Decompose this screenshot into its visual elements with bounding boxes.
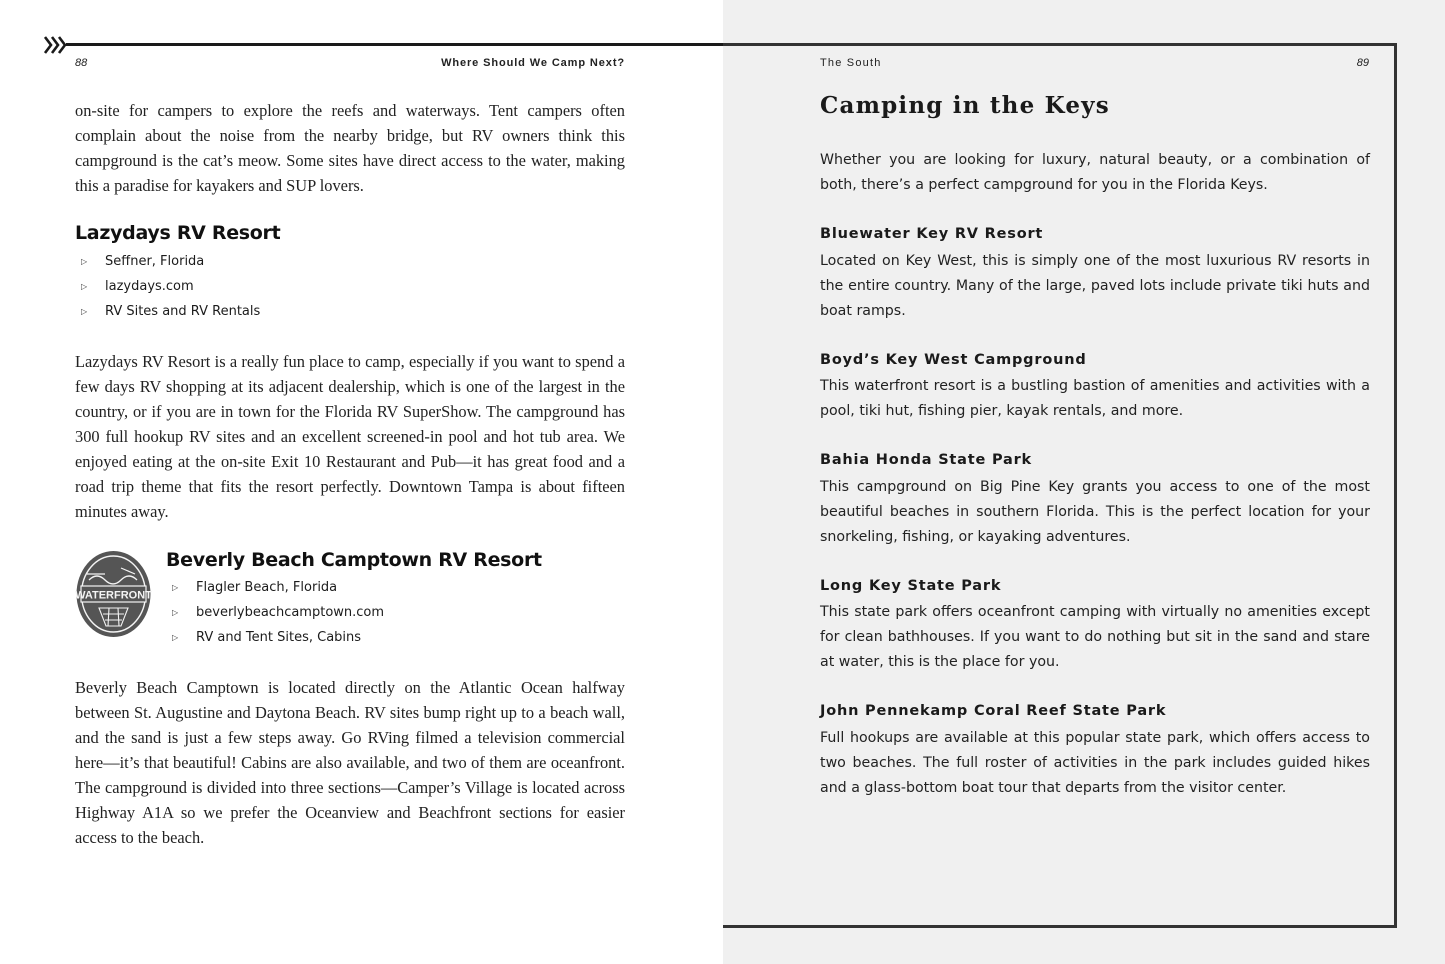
entry-title-beverly-beach: Beverly Beach Camptown RV Resort (166, 549, 542, 571)
detail-website (75, 274, 260, 299)
triangle-bullet-icon: ▷ (81, 307, 88, 316)
waterfront-badge-icon (75, 550, 152, 638)
item-text: This campground on Big Pine Key grants you access to one of the most beautiful beaches in southern Florida. This is the perfect location for your snorkeling, fishing, or kayaking adventures. (820, 479, 1370, 545)
triangle-bullet-icon: ▷ (81, 257, 88, 266)
item-title: Long Key State Park (820, 578, 1002, 594)
item-title: John Pennekamp Coral Reef State Park (820, 703, 1167, 719)
page-title: Camping in the Keys (820, 92, 1110, 119)
detail-text: RV Sites and RV Rentals (105, 304, 261, 319)
detail-text: Seffner, Florida (105, 254, 205, 269)
keys-intro: Whether you are looking for luxury, natural beauty, or a combination of both, there’s a perfect campground for you in the Florida Keys. (820, 152, 1370, 193)
triangle-bullet-icon: ▷ (172, 633, 179, 642)
item-title: Bluewater Key RV Resort (820, 226, 1044, 242)
detail-sites (166, 625, 384, 650)
entry-title-lazydays: Lazydays RV Resort (75, 222, 281, 244)
description-beverly-beach: Beverly Beach Camptown is located directly on the Atlantic Ocean halfway between St. Augustine and Daytona Beach. RV sites bump right up to a beach wall, and the sand is just a few steps away. Go RVing filmed a television commercial here—it’s that beautiful! Cabins are also available, and two of them are oceanfront. The campground is divided into three sections—Camper’s Village is located across Highway A1A so we prefer the Oceanview and Beachfront sections for easier access to the beach. (75, 678, 625, 847)
running-head-right: The South (820, 57, 882, 69)
detail-sites (75, 299, 260, 324)
item-text: Full hookups are available at this popular state park, which offers access to two beaches. The full roster of activities in the park includes guided hikes and a glass-bottom boat tour that departs from the visitor center. (820, 730, 1370, 796)
running-head-left: Where Should We Camp Next? (441, 57, 625, 69)
svg-text:WATERFRONT: WATERFRONT (75, 589, 152, 602)
detail-location (166, 575, 384, 600)
triangle-bullet-icon: ▷ (172, 608, 179, 617)
detail-text: beverlybeachcamptown.com (196, 605, 385, 620)
detail-website (166, 600, 384, 625)
item-text: This waterfront resort is a bustling bastion of amenities and activities with a pool, tiki hut, fishing pier, kayak rentals, and more. (820, 378, 1370, 419)
detail-text: Flagler Beach, Florida (196, 580, 338, 595)
item-title: Boyd’s Key West Campground (820, 352, 1087, 368)
triangle-bullet-icon: ▷ (172, 583, 179, 592)
page-number-left: 88 (75, 57, 88, 69)
page-number-right: 89 (1356, 57, 1369, 69)
triangle-bullet-icon: ▷ (81, 282, 88, 291)
intro-paragraph: on-site for campers to explore the reefs and waterways. Tent campers often complain about the noise from the nearby bridge, but RV owners think this campground is the cat’s meow. Some sites have direct access to the water, making this a paradise for kayakers and SUP lovers. (75, 101, 625, 195)
top-rule (66, 43, 723, 46)
details-list-beverly-beach (166, 575, 384, 650)
detail-text: RV and Tent Sites, Cabins (196, 630, 362, 645)
details-list-lazydays (75, 249, 260, 324)
item-text: Located on Key West, this is simply one of the most luxurious RV resorts in the entire country. Many of the large, paved lots include private tiki huts and boat ramps. (820, 253, 1370, 319)
detail-text: lazydays.com (105, 279, 194, 294)
detail-location (75, 249, 260, 274)
item-title: Bahia Honda State Park (820, 452, 1032, 468)
description-lazydays: Lazydays RV Resort is a really fun place to camp, especially if you want to spend a few days RV shopping at its adjacent dealership, which is one of the largest in the country, or if you are in town for the Florida RV SuperShow. The campground has 300 full hookup RV sites and an excellent screened-in pool and hot tub area. We enjoyed eating at the on-site Exit 10 Restaurant and Pub—it has great food and a road trip theme that fits the resort perfectly. Downtown Tampa is about fifteen minutes away. (75, 352, 625, 521)
item-text: This state park offers oceanfront camping with virtually no amenities except for clean bathhouses. If you want to do nothing but sit in the sand and stare at water, this is the place for you. (820, 604, 1370, 670)
